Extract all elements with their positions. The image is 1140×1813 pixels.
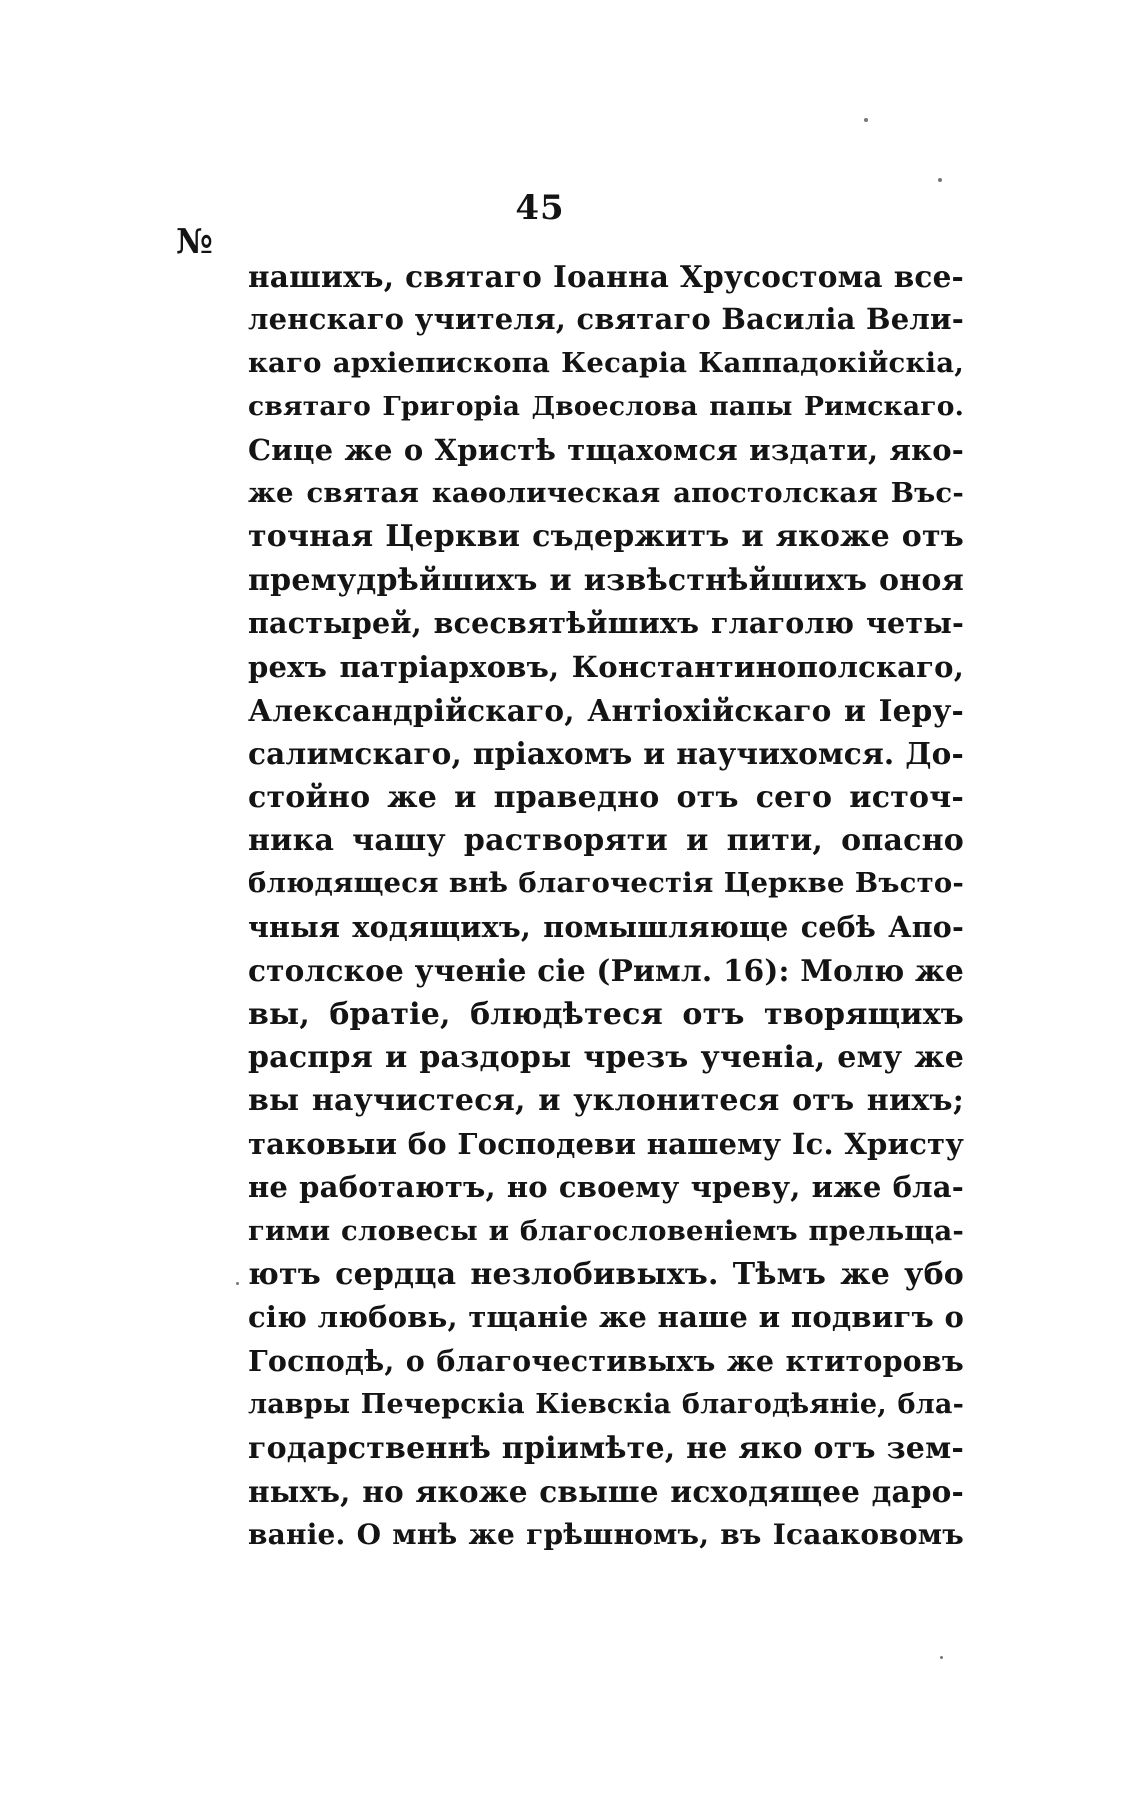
text-line: ныхъ, но якоже свыше исходящее даро- bbox=[248, 1473, 964, 1509]
text-line: рехъ патріарховъ, Константинополскаго, bbox=[248, 649, 964, 684]
text-line: столское ученіе сіе (Римл. 16): Молю же bbox=[248, 953, 964, 989]
text-line: вы научистеся, и уклонитеся отъ нихъ; bbox=[248, 1083, 964, 1119]
print-speck bbox=[938, 178, 942, 182]
text-line: годарственнѣ пріимѣте, не яко отъ зем- bbox=[248, 1430, 964, 1466]
text-line: пастырей, всесвятѣйшихъ глаголю четы- bbox=[248, 606, 964, 641]
print-speck bbox=[940, 1656, 943, 1659]
text-line: сію любовь, тщаніе же наше и подвигъ о bbox=[248, 1300, 964, 1335]
text-line: Сице же о Христѣ тщахомся издати, яко- bbox=[248, 432, 964, 467]
text-line: блюдящеся внѣ благочестія Церкве Въсто- bbox=[248, 867, 964, 900]
text-line: стойно же и праведно отъ сего источ- bbox=[248, 779, 964, 815]
text-line: не работаютъ, но своему чреву, иже бла- bbox=[248, 1170, 964, 1205]
text-line: святаго Григоріа Двоеслова папы Римскаго. bbox=[248, 391, 964, 423]
text-line: ваніе. О мнѣ же грѣшномъ, въ Ісааковомъ bbox=[248, 1518, 964, 1552]
text-line: точная Церкви съдержитъ и якоже отъ bbox=[248, 519, 964, 555]
text-line: премудрѣйшихъ и извѣстнѣйшихъ оноя bbox=[248, 562, 964, 598]
text-line: распря и раздоры чрезъ ученіа, ему же bbox=[248, 1040, 964, 1076]
text-line: нашихъ, святаго Іоанна Хрусостома все- bbox=[248, 259, 964, 294]
print-speck bbox=[864, 118, 868, 122]
page-number: 45 bbox=[515, 188, 565, 228]
text-line: салимскаго, пріахомъ и научихомся. До- bbox=[248, 736, 964, 772]
text-line: гими словесы и благословеніемъ прельща- bbox=[248, 1214, 964, 1247]
text-line: чныя ходящихъ, помышляюще себѣ Апо- bbox=[248, 909, 964, 944]
text-line: ника чашу растворяти и пити, опасно bbox=[248, 823, 964, 859]
text-line: вы, братіе, блюдѣтеся отъ творящихъ bbox=[248, 996, 964, 1032]
text-line: ленскаго учителя, святаго Василіа Вели- bbox=[248, 302, 964, 337]
text-line: же святая каѳолическая апостолская Въс- bbox=[248, 476, 964, 509]
body-text bbox=[248, 255, 964, 1557]
text-line: ютъ сердца незлобивыхъ. Тѣмъ же убо bbox=[248, 1256, 964, 1292]
text-line: лавры Печерскіа Кіевскіа благодѣяніе, бла- bbox=[248, 1389, 964, 1421]
text-line: каго архіепископа Кесаріа Каппадокійскіа, bbox=[248, 346, 964, 379]
signature-mark: № bbox=[176, 222, 213, 262]
text-line: Господѣ, о благочестивыхъ же ктиторовъ bbox=[248, 1343, 964, 1378]
text-line: таковыи бо Господеви нашему Іс. Христу bbox=[248, 1126, 964, 1161]
print-speck bbox=[236, 1282, 239, 1285]
text-line: Александрійскаго, Антіохійскаго и Іеру- bbox=[248, 692, 964, 728]
